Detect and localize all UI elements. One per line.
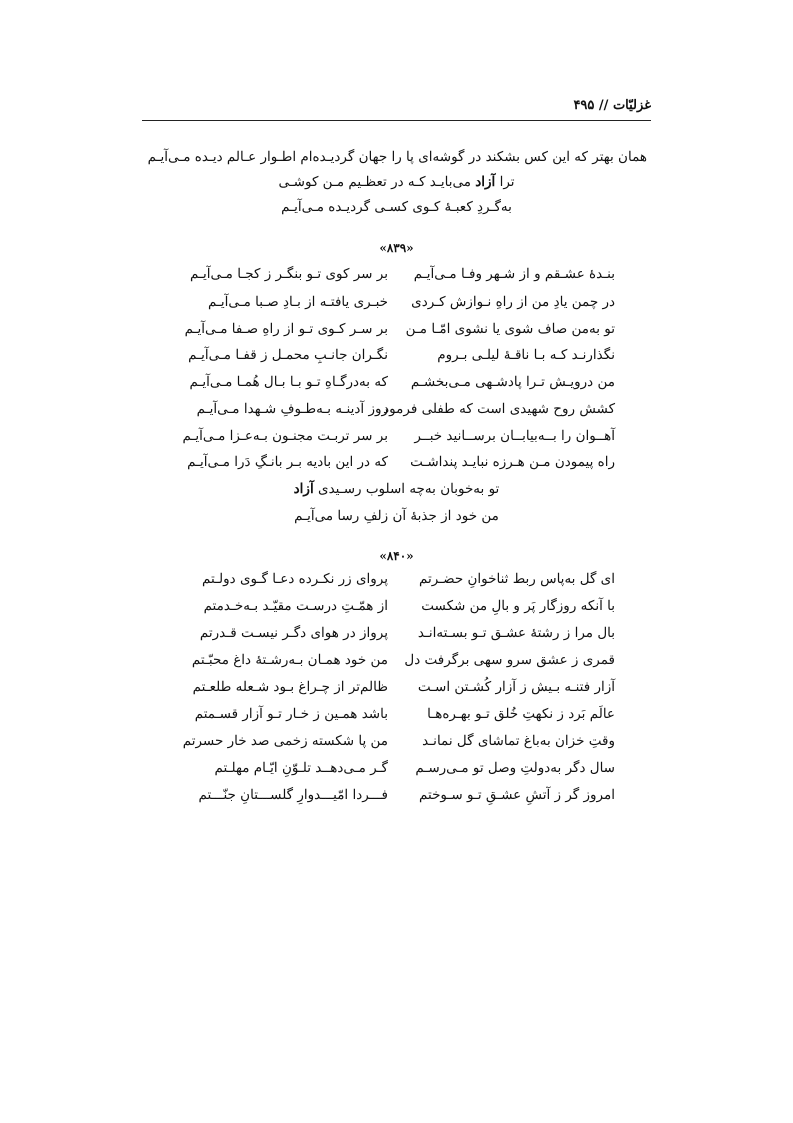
intro-line-1: همان بهتر که این کس بشکند در گوشه‌ای پا را جهان گردیـده‌ام اطـوار عـالم دیـده مـی‌آیـم [147, 149, 647, 165]
hemistich-left: بر سر کوی تـو بنگـر ز کجـا مـی‌آیـم [190, 266, 388, 282]
poet-name: آزاد [475, 174, 496, 190]
hemistich-right: سال دگر به‌دولتِ وصل تو مـی‌رسـم [415, 760, 615, 776]
hemistich-left: فـــردا امّیـــدوارِ گلســـتانِ جنّـــتم [198, 787, 388, 803]
hemistich-left: پرواز در هوای دگـر نیسـت قـدرتم [199, 625, 388, 641]
intro-line-2-post: می‌بایـد کـه در تعظـیم مـن کوشـی [278, 174, 476, 190]
hemistich-left: روز آدینـه بـه‌طـوفِ شـهدا مـی‌آیـم [196, 401, 388, 417]
hemistich-right: عالَم بَرد ز نکهتِ خُلق تـو بهـره‌هـا [427, 706, 615, 722]
hemistich-left: بر سـر کـوی تـو از راهِ صـفا مـی‌آیـم [184, 321, 388, 337]
hemistich-left: از همّـتِ درسـت مقیّـد بـه‌خـدمتم [203, 598, 388, 614]
hemistich-right: بنـدهٔ عشـقم و از شـهر وفـا مـی‌آیـم [413, 266, 615, 282]
header-divider [142, 120, 651, 121]
hemistich-right: وقتِ خزان به‌باغ تماشای گل نمانـد [422, 733, 615, 749]
ghazal-number: «۸۴۰» [379, 549, 414, 563]
hemistich-right: ای گل به‌پاس ربط ثناخوانِ حضـرتم [419, 571, 615, 587]
intro-line-2 [0, 173, 793, 191]
hemistich-right: بال مرا ز رشتهٔ عشـق تـو بسـته‌انـد [417, 625, 615, 641]
hemistich-right: در چمن یادِ من از راهِ نـوازش کـردی [411, 294, 615, 310]
hemistich-right: آهــوان را بــه‌بیابــان برســانید خبــر [414, 428, 615, 444]
hemistich-left: باشد همـین ز خـار تـو آزار قسـمتم [194, 706, 388, 722]
hemistich-left: من پا شکسته زخمی صد خار حسرتم [182, 733, 388, 749]
hemistich-left: پروای زر نکـرده دعـا گـوی دولـتم [202, 571, 388, 587]
hemistich-left: ظالم‌تر از چـراغ بـود شـعله طلعـتم [192, 679, 388, 695]
hemistich-left: گـر مـی‌دهــد تلـوّنِ ایّـام مهلـتم [214, 760, 388, 776]
hemistich-right: تو به‌من صاف شوی یا نشوی امّـا مـن [405, 321, 615, 337]
hemistich-left: که به‌درگـاهِ تـو بـا بـال هُمـا مـی‌آیـم [189, 374, 388, 390]
closing-line-1 [0, 480, 793, 498]
closing-line-1-text: تو به‌خوبان به‌چه اسلوب رسـیدی [313, 481, 500, 497]
hemistich-right: آزار فتنـه بـیش ز آزار کُشـتن اسـت [417, 679, 615, 695]
hemistich-right: امروز گر ز آتشِ عشـقِ تـو سـوختم [419, 787, 615, 803]
hemistich-left: من خود همـان بـه‌رشـتهٔ داغ محبّـتم [191, 652, 388, 668]
hemistich-right: با آنکه روزگار پَر و بالِ من شکست [421, 598, 615, 614]
hemistich-right: من درویـش تـرا پادشـهی مـی‌بخشـم [410, 374, 615, 390]
hemistich-left: خبـری یافتـه از بـادِ صـبا مـی‌آیـم [207, 294, 388, 310]
hemistich-left: بر سر تربـت مجنـون بـه‌عـزا مـی‌آیـم [182, 428, 388, 444]
hemistich-right: قمری ز عشق سرو سهی برگرفت دل [404, 652, 615, 668]
ghazal-number: «۸۳۹» [379, 241, 414, 255]
hemistich-right: نگذارنـد کـه بـا ناقـهٔ لیلـی بـروم [437, 347, 615, 363]
hemistich-left: که در این بادیه بـر بانـگِ دَرا مـی‌آیـم [187, 454, 388, 470]
hemistich-right: راه پیمودن مـن هـرزه نبایـد پنداشـت [410, 454, 615, 470]
page-header: غزلیّات // ۴۹۵ [573, 98, 651, 113]
intro-line-2-pre: ترا [495, 174, 515, 190]
poet-name: آزاد [293, 481, 314, 497]
closing-line-2: من خود از جذبهٔ آن زلفِ رسا می‌آیـم [294, 508, 499, 524]
hemistich-left: نگـران جانـبِ محمـل ز قفـا مـی‌آیـم [188, 347, 388, 363]
hemistich-right: کشش روح شهیدی است که طفلی فرمود [383, 401, 615, 417]
intro-line-3: به‌گـردِ کعبـهٔ کـوی کسـی گردیـده مـی‌آیـم [281, 199, 512, 215]
